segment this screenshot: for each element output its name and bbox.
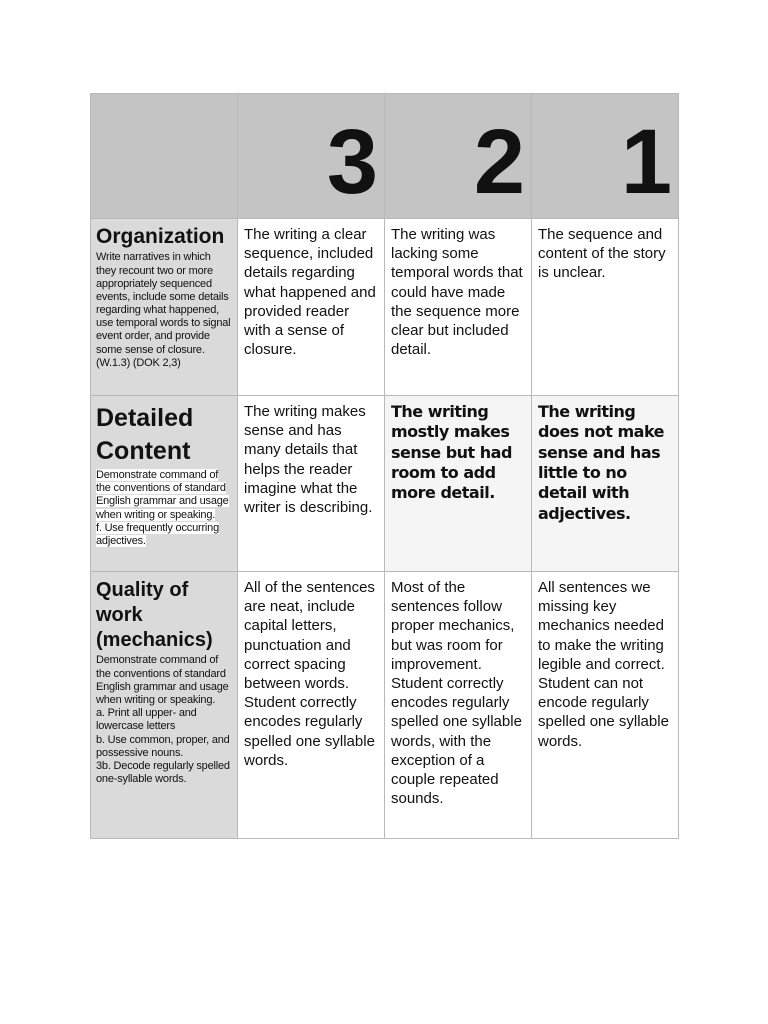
criterion-cell xyxy=(91,396,238,572)
header-score-cell xyxy=(532,94,679,219)
criterion-description-text: Demonstrate command of the conventions of standard English grammar and usage when writing or speaking. f. Use frequently occurring adjectives. xyxy=(96,469,229,547)
table-row-organization xyxy=(91,219,679,396)
score-3: 3 xyxy=(326,111,376,213)
rubric-cell-score-2: The writing mostly makes sense but had room to add more detail. xyxy=(385,396,532,572)
header-score-cell xyxy=(238,94,385,219)
rubric-cell-score-1: The writing does not make sense and has little to no detail with adjectives. xyxy=(532,396,679,572)
criterion-description: Demonstrate command of the conventions of standard English grammar and usage when writing or speaking. a. Print all upper- and lowercase letters b. Use common, proper, and possessive nouns. 3b. Decode regularly spelled one-syllable words. xyxy=(96,654,230,786)
criterion-title: Quality of work (mechanics) xyxy=(96,579,213,651)
rubric-cell-score-3: The writing a clear sequence, included details regarding what happened and provided reader with a sense of closure. xyxy=(238,219,385,396)
criterion-title: Organization xyxy=(96,225,225,248)
rubric-cell-score-1: All sentences we missing key mechanics needed to make the writing legible and correct. Student can not encode regularly spelled one syllable words. xyxy=(532,572,679,839)
rubric-cell-score-3: All of the sentences are neat, include capital letters, punctuation and correct spacing between words. Student correctly encodes regularly spelled one syllable words. xyxy=(238,572,385,839)
criterion-title: Detailed Content xyxy=(96,404,194,465)
rubric-cell-score-3: The writing makes sense and has many details that helps the reader imagine what the writer is describing. xyxy=(238,396,385,572)
criterion-description xyxy=(96,469,232,548)
header-score-cell xyxy=(385,94,532,219)
rubric-cell-score-2: Most of the sentences follow proper mechanics, but was room for improvement. Student correctly encodes regularly spelled one syllable words, with the exception of a couple repeated sounds. xyxy=(385,572,532,839)
score-1: 1 xyxy=(620,111,670,213)
criterion-cell xyxy=(91,219,238,396)
table-row-quality-of-work xyxy=(91,572,679,839)
score-2: 2 xyxy=(473,111,523,213)
rubric-cell-score-1: The sequence and content of the story is unclear. xyxy=(532,219,679,396)
criterion-cell xyxy=(91,572,238,839)
criterion-description: Write narratives in which they recount two or more appropriately sequenced events, include some details regarding what happened, use temporal words to signal event order, and provide some sense of closure. (W.1.3) (DOK 2,3) xyxy=(96,251,231,369)
rubric-cell-score-2: The writing was lacking some temporal words that could have made the sequence more clear but included detail. xyxy=(385,219,532,396)
header-blank-cell xyxy=(91,94,238,219)
table-row-detailed-content xyxy=(91,396,679,572)
rubric-table xyxy=(90,93,679,839)
header-row xyxy=(91,94,679,219)
